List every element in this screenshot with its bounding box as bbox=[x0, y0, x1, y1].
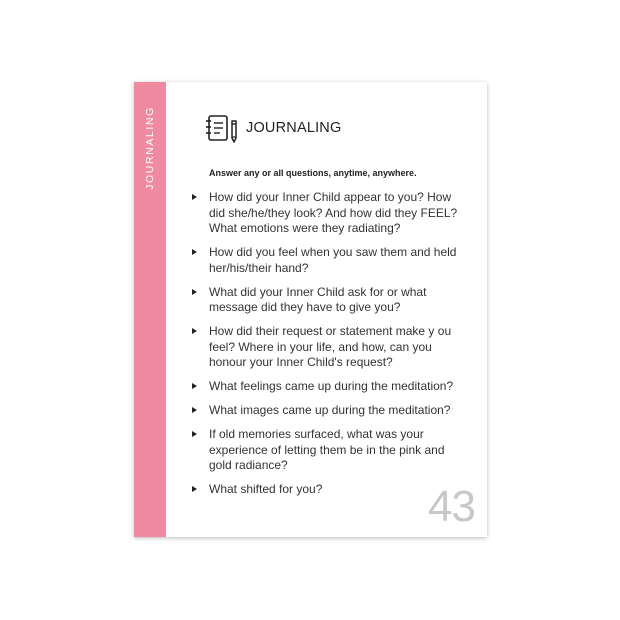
list-item bbox=[192, 285, 467, 316]
section-header bbox=[204, 112, 341, 144]
list-item bbox=[192, 427, 467, 474]
question-text: What shifted for you? bbox=[209, 482, 323, 496]
list-item bbox=[192, 245, 467, 276]
side-label: JOURNALING bbox=[144, 106, 156, 190]
side-band bbox=[134, 82, 166, 537]
list-item bbox=[192, 379, 467, 395]
question-text: How did you feel when you saw them and held her/his/their hand? bbox=[209, 245, 457, 275]
list-item bbox=[192, 324, 467, 371]
bullet-icon bbox=[192, 249, 197, 255]
bullet-icon bbox=[192, 194, 197, 200]
question-text: If old memories surfaced, what was your experience of letting them be in the pink and gold radiance? bbox=[209, 427, 445, 472]
bullet-icon bbox=[192, 383, 197, 389]
bullet-icon bbox=[192, 289, 197, 295]
list-item bbox=[192, 190, 467, 237]
page-number: 43 bbox=[428, 482, 475, 531]
question-list bbox=[192, 190, 467, 506]
book-page bbox=[134, 82, 487, 537]
question-text: How did their request or statement make y ou feel? Where in your life, and how, can you honour your Inner Child's request? bbox=[209, 324, 452, 369]
section-title: JOURNALING bbox=[246, 120, 342, 136]
bullet-icon bbox=[192, 328, 197, 334]
bullet-icon bbox=[192, 431, 197, 437]
list-item bbox=[192, 403, 467, 419]
question-text: What feelings came up during the meditation? bbox=[209, 379, 454, 393]
notebook-pencil-icon bbox=[204, 112, 240, 144]
list-item bbox=[192, 482, 467, 498]
intro-text: Answer any or all questions, anytime, anywhere. bbox=[209, 168, 417, 178]
question-text: What images came up during the meditation? bbox=[209, 403, 451, 417]
question-text: How did your Inner Child appear to you? How did she/he/they look? And how did they FEEL? What emotions were they radiating? bbox=[209, 190, 458, 235]
question-text: What did your Inner Child ask for or what message did they have to give you? bbox=[209, 284, 427, 314]
bullet-icon bbox=[192, 486, 197, 492]
bullet-icon bbox=[192, 407, 197, 413]
